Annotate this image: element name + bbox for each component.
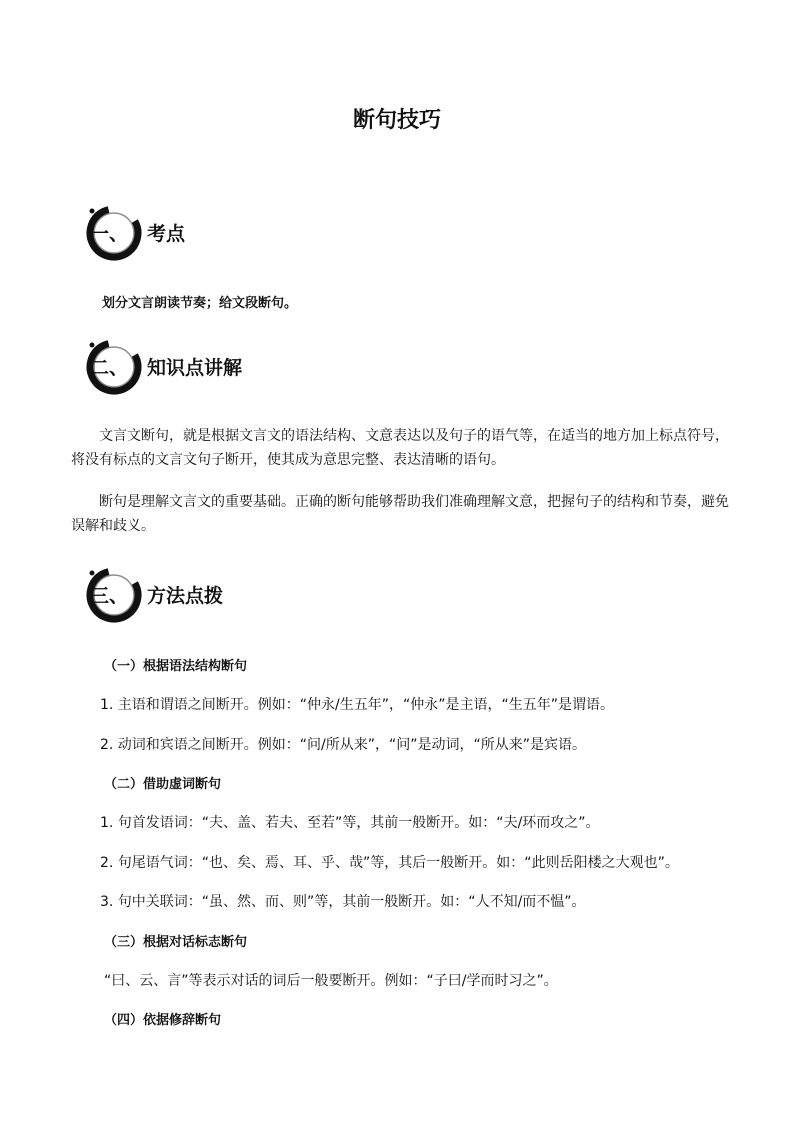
method-subheading-1: （一）根据语法结构断句 <box>104 659 248 674</box>
method-subheading-2: （二）借助虚词断句 <box>104 777 222 792</box>
method-subheading-4: （四）依据修辞断句 <box>104 1013 222 1028</box>
knowledge-paragraph-2: 断句是理解文言文的重要基础。正确的断句能够帮助我们准确理解文意，把握句子的结构和节奏，避免误解和歧义。 <box>71 494 729 534</box>
section-label: 方法点拨 <box>147 585 224 607</box>
section-label: 知识点讲解 <box>147 357 243 379</box>
section-label: 考点 <box>147 223 186 245</box>
page-title: 断句技巧 <box>352 108 441 133</box>
section-number: 一、 <box>90 223 129 245</box>
section-heading-1 <box>84 203 384 263</box>
method-item: 1. 主语和谓语之间断开。例如：“仲永/生五年”，“仲永”是主语，“生五年”是谓语。 <box>100 697 615 713</box>
section-number: 三、 <box>90 585 129 607</box>
method-item: 1. 句首发语词：“夫、盖、若夫、至若”等，其前一般断开。如：“夫/环而攻之”。 <box>100 815 600 831</box>
knowledge-paragraph-1: 文言文断句，就是根据文言文的语法结构、文意表达以及句子的语气等，在适当的地方加上标点符号，将没有标点的文言文句子断开，使其成为意思完整、表达清晰的语句。 <box>71 428 729 468</box>
method-item: 3. 句中关联词：“虽、然、而、则”等，其前一般断开。如：“人不知/而不愠”。 <box>100 894 586 910</box>
method-item: 2. 动词和宾语之间断开。例如：“问/所从来”，“问”是动词，“所从来”是宾语。 <box>100 737 587 753</box>
exam-point-text: 划分文言朗读节奏；给文段断句。 <box>102 296 298 311</box>
method-subheading-3: （三）根据对话标志断句 <box>104 935 248 950</box>
section-heading-3 <box>84 565 384 625</box>
method-item: 2. 句尾语气词：“也、矣、焉、耳、乎、哉”等，其后一般断开。如：“此则岳阳楼之大观也”。 <box>100 855 679 871</box>
section-heading-2 <box>84 337 384 397</box>
section-number: 二、 <box>90 357 129 379</box>
method-note: “曰、云、言”等表示对话的词后一般要断开。例如：“子曰/学而时习之”。 <box>104 973 558 989</box>
